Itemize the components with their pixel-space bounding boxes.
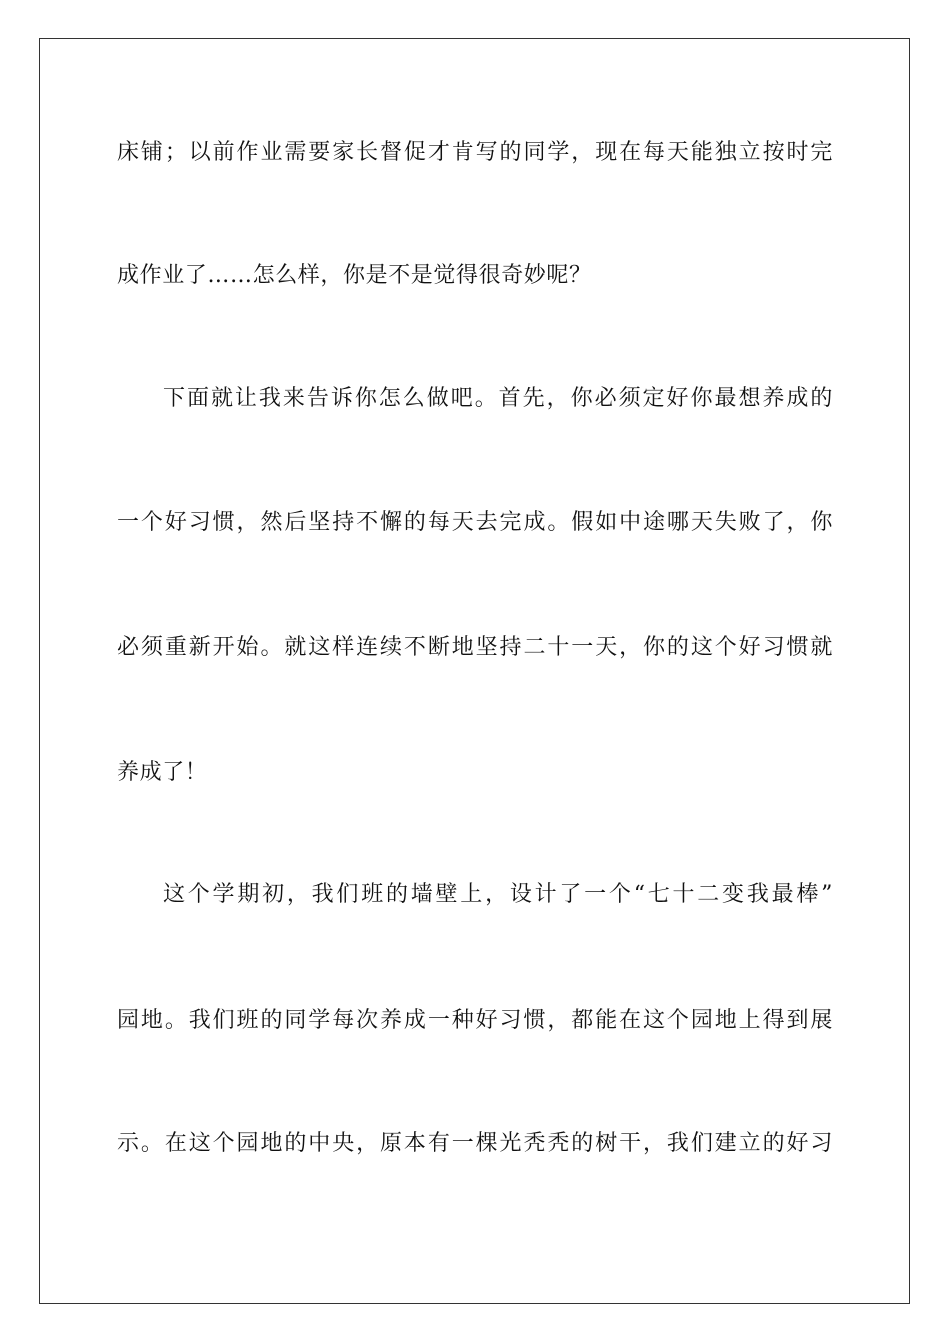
text-line: 园地。我们班的同学每次养成一种好习惯，都能在这个园地上得到展 (117, 1008, 833, 1033)
paragraph-start-line: 这个学期初，我们班的墙壁上，设计了一个“七十二变我最棒” (163, 882, 833, 907)
text-line: 床铺；以前作业需要家长督促才肯写的同学，现在每天能独立按时完 (117, 140, 833, 165)
text-line: 示。在这个园地的中央，原本有一棵光秃秃的树干，我们建立的好习 (117, 1131, 833, 1156)
page-frame (39, 38, 910, 1304)
text-line: 养成了！ (117, 760, 208, 785)
paragraph-start-line: 下面就让我来告诉你怎么做吧。首先，你必须定好你最想养成的 (163, 386, 833, 411)
text-line: 一个好习惯，然后坚持不懈的每天去完成。假如中途哪天失败了，你 (117, 510, 833, 535)
text-line: 成作业了……怎么样，你是不是觉得很奇妙呢？ (117, 263, 592, 288)
text-line: 必须重新开始。就这样连续不断地坚持二十一天，你的这个好习惯就 (117, 635, 833, 660)
